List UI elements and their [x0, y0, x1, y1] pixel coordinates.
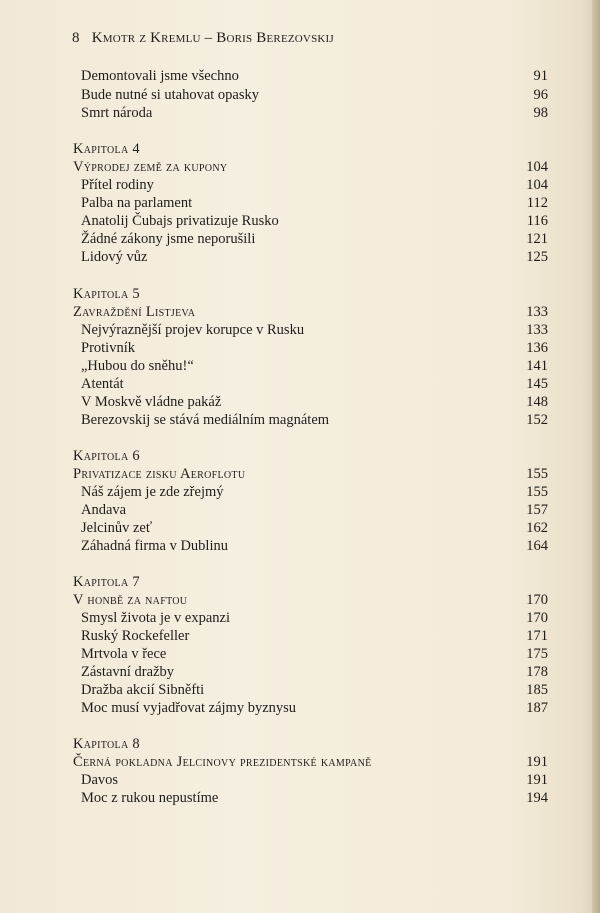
entry-page: 121 — [526, 231, 548, 247]
entry-page: 164 — [526, 538, 548, 554]
entry-page: 170 — [526, 610, 548, 626]
toc-entry — [0, 339, 600, 357]
chapter-title: Výprodej země za kupony — [73, 159, 228, 175]
entry-page: 185 — [526, 682, 548, 698]
toc-entry — [0, 248, 600, 266]
chapter-title-row — [0, 465, 600, 483]
entry-page: 98 — [533, 105, 548, 121]
toc-entry — [0, 411, 600, 429]
chapter-page: 104 — [526, 159, 548, 175]
entry-title: Mrtvola v řece — [81, 646, 167, 662]
running-header — [72, 30, 334, 47]
page-number: 8 — [72, 30, 80, 46]
chapter-title: Zavraždění Listjeva — [73, 304, 196, 320]
entry-page: 194 — [526, 790, 548, 806]
entry-page: 133 — [526, 322, 548, 338]
entry-page: 136 — [526, 340, 548, 356]
chapter-page: 133 — [526, 304, 548, 320]
entry-title: Nejvýraznější projev korupce v Rusku — [81, 322, 305, 338]
entry-title: Ruský Rockefeller — [81, 628, 190, 644]
chapter-title-row — [0, 591, 600, 609]
entry-page: 145 — [526, 376, 548, 392]
entry-title: Bude nutné si utahovat opasky — [81, 87, 260, 103]
entry-page: 96 — [533, 87, 548, 103]
entry-page: 175 — [526, 646, 548, 662]
toc-entry — [0, 627, 600, 645]
entry-page: 178 — [526, 664, 548, 680]
chapter-title-row — [0, 753, 600, 771]
chapter-label: Kapitola 8 — [73, 736, 140, 752]
chapter-title-row — [0, 158, 600, 176]
chapter-label: Kapitola 6 — [73, 448, 140, 464]
toc-entry — [0, 501, 600, 519]
entry-page: 157 — [526, 502, 548, 518]
entry-title: Přítel rodiny — [81, 177, 154, 193]
toc-entry — [0, 645, 600, 663]
chapter-label: Kapitola 5 — [73, 286, 140, 302]
toc-entry — [0, 230, 600, 248]
toc-entry — [0, 67, 600, 85]
chapter-title: Privatizace zisku Aeroflotu — [73, 466, 246, 482]
toc-entry — [0, 537, 600, 555]
toc-entry — [0, 104, 600, 122]
entry-title: Protivník — [81, 340, 135, 356]
entry-page: 141 — [526, 358, 548, 374]
entry-title: Náš zájem je zde zřejmý — [81, 484, 224, 500]
toc-entry — [0, 357, 600, 375]
toc-entry — [0, 663, 600, 681]
entry-page: 171 — [526, 628, 548, 644]
entry-title: Smysl života je v expanzi — [81, 610, 230, 626]
entry-page: 187 — [526, 700, 548, 716]
entry-title: Palba na parlament — [81, 195, 193, 211]
entry-page: 152 — [526, 412, 548, 428]
entry-page: 155 — [526, 484, 548, 500]
entry-title: Andava — [81, 502, 127, 518]
toc-entry — [0, 789, 600, 807]
toc-entry — [0, 609, 600, 627]
chapter-label: Kapitola 4 — [73, 141, 140, 157]
toc-entry — [0, 681, 600, 699]
entry-title: V Moskvě vládne pakáž — [81, 394, 222, 410]
chapter-page: 191 — [526, 754, 548, 770]
entry-title: Atentát — [81, 376, 124, 392]
entry-page: 162 — [526, 520, 548, 536]
entry-title: Moc z rukou nepustíme — [81, 790, 219, 806]
entry-title: Anatolij Čubajs privatizuje Rusko — [81, 213, 279, 229]
toc-entry — [0, 519, 600, 537]
entry-title: Moc musí vyjadřovat zájmy byznysu — [81, 700, 297, 716]
toc-entry — [0, 699, 600, 717]
toc-entry — [0, 483, 600, 501]
chapter-title-row — [0, 303, 600, 321]
chapter-title: Černá pokladna Jelcinovy prezidentské kampaně — [73, 754, 372, 770]
entry-page: 148 — [526, 394, 548, 410]
toc-entry — [0, 176, 600, 194]
toc-entry — [0, 375, 600, 393]
toc-entry — [0, 771, 600, 789]
chapter-title: V honbě za naftou — [73, 592, 188, 608]
entry-page: 191 — [526, 772, 548, 788]
entry-title: Smrt národa — [81, 105, 153, 121]
entry-title: Davos — [81, 772, 119, 788]
chapter-page: 155 — [526, 466, 548, 482]
entry-page: 116 — [526, 213, 548, 229]
entry-title: Žádné zákony jsme neporušili — [81, 231, 256, 247]
chapter-page: 170 — [526, 592, 548, 608]
entry-page: 112 — [526, 195, 548, 211]
entry-title: Lidový vůz — [81, 249, 148, 265]
chapter-label: Kapitola 7 — [73, 574, 140, 590]
running-title: Kmotr z Kremlu – Boris Berezovskij — [91, 30, 334, 46]
entry-title: Dražba akcií Sibněfti — [81, 682, 205, 698]
toc-entry — [0, 321, 600, 339]
entry-title: Záhadná firma v Dublinu — [81, 538, 228, 554]
entry-title: Demontovali jsme všechno — [81, 68, 239, 84]
entry-page: 104 — [526, 177, 548, 193]
entry-page: 91 — [533, 68, 548, 84]
toc-entry — [0, 86, 600, 104]
toc-entry — [0, 194, 600, 212]
entry-page: 125 — [526, 249, 548, 265]
toc-entry — [0, 212, 600, 230]
entry-title: Berezovskij se stává mediálním magnátem — [81, 412, 330, 428]
entry-title: „Hubou do sněhu!“ — [81, 358, 194, 374]
toc-entry — [0, 393, 600, 411]
entry-title: Jelcinův zeť — [81, 520, 153, 536]
entry-title: Zástavní dražby — [81, 664, 175, 680]
